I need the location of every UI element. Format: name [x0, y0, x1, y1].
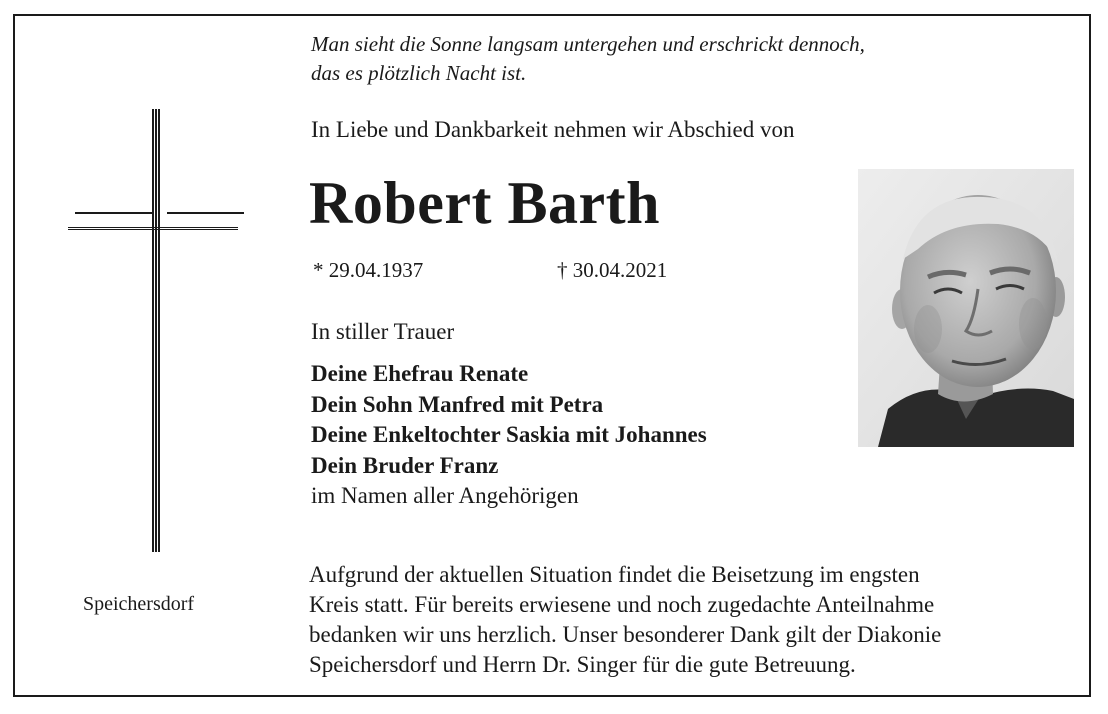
place-name: Speichersdorf — [83, 593, 195, 615]
death-date: † 30.04.2021 — [557, 258, 668, 282]
memorial-quote — [311, 30, 865, 88]
notice-line: Aufgrund der aktuellen Situation findet die Beisetzung im engsten — [309, 562, 920, 587]
family-member: Deine Ehefrau Renate — [311, 361, 529, 386]
birth-date: * 29.04.1937 — [313, 258, 424, 282]
notice-line: Speichersdorf und Herrn Dr. Singer für die gute Betreuung. — [309, 652, 856, 677]
intro-text: In Liebe und Dankbarkeit nehmen wir Abschied von — [311, 117, 795, 142]
quote-line: das es plötzlich Nacht ist. — [311, 61, 527, 85]
funeral-notice — [309, 560, 941, 680]
deceased-name: Robert Barth — [309, 170, 660, 236]
mourning-heading: In stiller Trauer — [311, 319, 455, 344]
family-member: Dein Bruder Franz — [311, 452, 499, 478]
family-member: Deine Enkeltochter Saskia mit Johannes — [311, 422, 707, 447]
family-member: Dein Sohn Manfred mit Petra — [311, 391, 604, 417]
notice-line: bedanken wir uns herzlich. Unser besonderer Dank gilt der Diakonie — [309, 622, 942, 647]
quote-line: Man sieht die Sonne langsam untergehen und erschrickt dennoch, — [311, 32, 865, 56]
family-closing: im Namen aller Angehörigen — [311, 483, 579, 508]
notice-line: Kreis statt. Für bereits erwiesene und noch zugedachte Anteilnahme — [309, 592, 935, 617]
family-list — [311, 359, 707, 512]
portrait-photo — [858, 169, 1074, 447]
